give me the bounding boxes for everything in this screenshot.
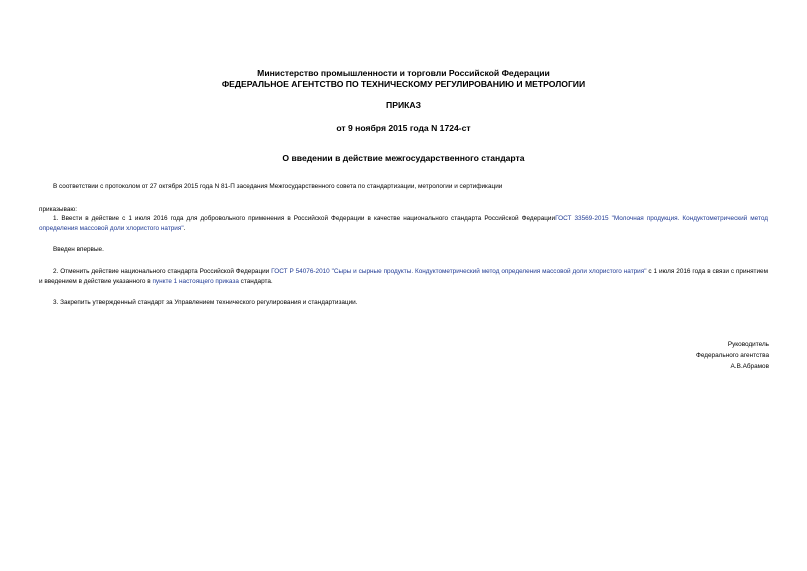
item-2-middle: с 1 июля 2016 года в связи с принятием и введением в действие указанного в <box>39 268 768 285</box>
item-1-paragraph <box>39 214 768 234</box>
agency-title: ФЕДЕРАЛЬНОЕ АГЕНТСТВО ПО ТЕХНИЧЕСКОМУ РЕГУЛИРОВАНИЮ И МЕТРОЛОГИИ <box>221 79 586 89</box>
item-2-paragraph <box>39 267 768 287</box>
item-2-text: 2. Отменить действие национального стандарта Российской Федерации <box>53 268 272 275</box>
gost-r-54076-link[interactable]: ГОСТ Р 54076-2010 "Сыры и сырные продукты. Кондуктометрический метод определения массовой доли хлористого натрия" <box>271 268 647 275</box>
item-1-text: 1. Ввести в действие с 1 июля 2016 года для добровольного применения в Российской Федерации в качестве национального стандарта Российской Федерации <box>53 215 556 222</box>
item-1-end: . <box>183 225 186 232</box>
ministry-title: Министерство промышленности и торговли Российской Федерации <box>257 68 550 78</box>
preamble-paragraph: В соответствии с протоколом от 27 октября 2015 года N 81-П заседания Межгосударственного совета по стандартизации, метрологии и сертификации <box>53 183 503 190</box>
signature-name: А.В.Абрамов <box>730 363 769 370</box>
clause-1-link[interactable]: пункте 1 настоящего приказа <box>152 278 239 285</box>
signature-title: Руководитель <box>727 341 769 348</box>
item-2-end: стандарта. <box>238 278 273 285</box>
document-type: ПРИКАЗ <box>386 100 421 110</box>
signature-agency: Федерального агентства <box>695 352 769 359</box>
document-subject: О введении в действие межгосударственного стандарта <box>282 153 525 163</box>
document-date-number: от 9 ноября 2015 года N 1724-ст <box>336 123 471 133</box>
order-word: приказываю: <box>39 206 77 213</box>
first-time-note: Введен впервые. <box>53 246 104 253</box>
gost-33569-link[interactable]: ГОСТ 33569-2015 "Молочная продукция. Кондуктометрический метод определения массовой доли хлористого натрия" <box>39 215 768 232</box>
item-3-paragraph: 3. Закрепить утвержденный стандарт за Управлением технического регулирования и стандартизации. <box>53 299 358 306</box>
